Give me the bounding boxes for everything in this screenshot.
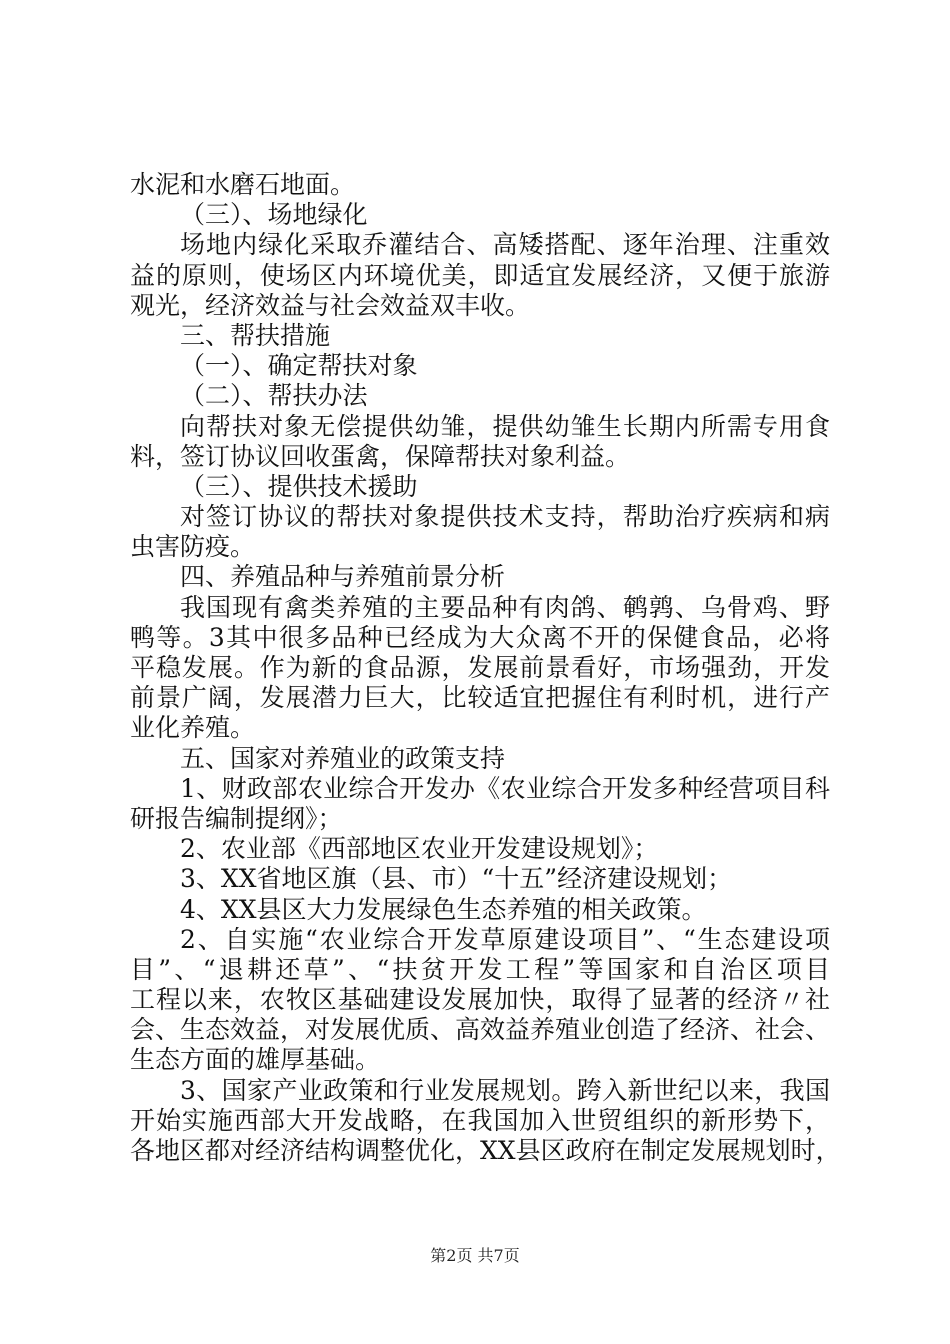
text-line: 观光，经济效益与社会效益双丰收。 xyxy=(130,290,531,320)
text-line: 4、XX县区大力发展绿色生态养殖的相关政策。 xyxy=(180,894,707,924)
text-line: 2、自实施“农业综合开发草原建设项目”、“生态建设项 xyxy=(180,924,830,954)
page-footer: 第2页 共7页 xyxy=(430,1246,520,1265)
text-line: 3、国家产业政策和行业发展规划。跨入新世纪以来，我国 xyxy=(180,1075,830,1105)
text-line: 我国现有禽类养殖的主要品种有肉鸽、鹌鹑、乌骨鸡、野 xyxy=(180,592,830,622)
text-line: 生态方面的雄厚基础。 xyxy=(130,1045,381,1075)
text-line: 四、养殖品种与养殖前景分析 xyxy=(180,562,506,592)
text-line: 各地区都对经济结构调整优化，XX县区政府在制定发展规划时， xyxy=(130,1136,841,1165)
text-line: （二）、帮扶办法 xyxy=(180,381,368,411)
text-line: 三、帮扶措施 xyxy=(180,320,331,350)
text-line: 鸭等。3其中很多品种已经成为大众离不开的保健食品，必将 xyxy=(130,622,830,652)
text-line: 对签订协议的帮扶对象提供技术支持，帮助治疗疾病和病 xyxy=(180,502,830,532)
text-line: 2、农业部《西部地区农业开发建设规划》； xyxy=(180,834,659,864)
text-line: 业化养殖。 xyxy=(130,713,256,743)
text-line: 料，签订协议回收蛋禽，保障帮扶对象利益。 xyxy=(130,441,631,471)
text-line: （三）、场地绿化 xyxy=(180,200,368,230)
text-line: 平稳发展。作为新的食品源，发展前景看好，市场强劲，开发 xyxy=(130,653,830,682)
text-line: 目”、“退耕还草”、“扶贫开发工程”等国家和自治区项目 xyxy=(130,954,830,984)
text-line: （一）、确定帮扶对象 xyxy=(180,351,418,381)
text-line: 研报告编制提纲》； xyxy=(130,803,343,833)
text-line: 前景广阔，发展潜力巨大，比较适宜把握住有利时机，进行产 xyxy=(130,683,830,713)
text-line: 益的原则，使场区内环境优美，即适宜发展经济，又便于旅游 xyxy=(130,260,830,290)
text-line: 五、国家对养殖业的政策支持 xyxy=(180,743,506,773)
text-line: 1、财政部农业综合开发办《农业综合开发多种经营项目科 xyxy=(180,773,830,803)
text-line: 场地内绿化采取乔灌结合、高矮搭配、逐年治理、注重效 xyxy=(180,230,830,260)
text-line: 3、XX省地区旗（县、市）“十五”经济建设规划； xyxy=(180,864,733,894)
text-line: 向帮扶对象无偿提供幼雏，提供幼雏生长期内所需专用食 xyxy=(180,411,830,441)
text-line: 会、生态效益，对发展优质、高效益养殖业创造了经济、社会、 xyxy=(130,1015,831,1045)
text-line: 工程以来，农牧区基础建设发展加快，取得了显著的经济〃社 xyxy=(130,985,830,1015)
text-line: 水泥和水磨石地面。 xyxy=(130,170,356,199)
document-body xyxy=(130,170,841,1166)
text-line: 开始实施西部大开发战略，在我国加入世贸组织的新形势下， xyxy=(130,1105,830,1135)
text-line: （三）、提供技术援助 xyxy=(180,471,418,501)
text-line: 虫害防疫。 xyxy=(130,532,256,562)
